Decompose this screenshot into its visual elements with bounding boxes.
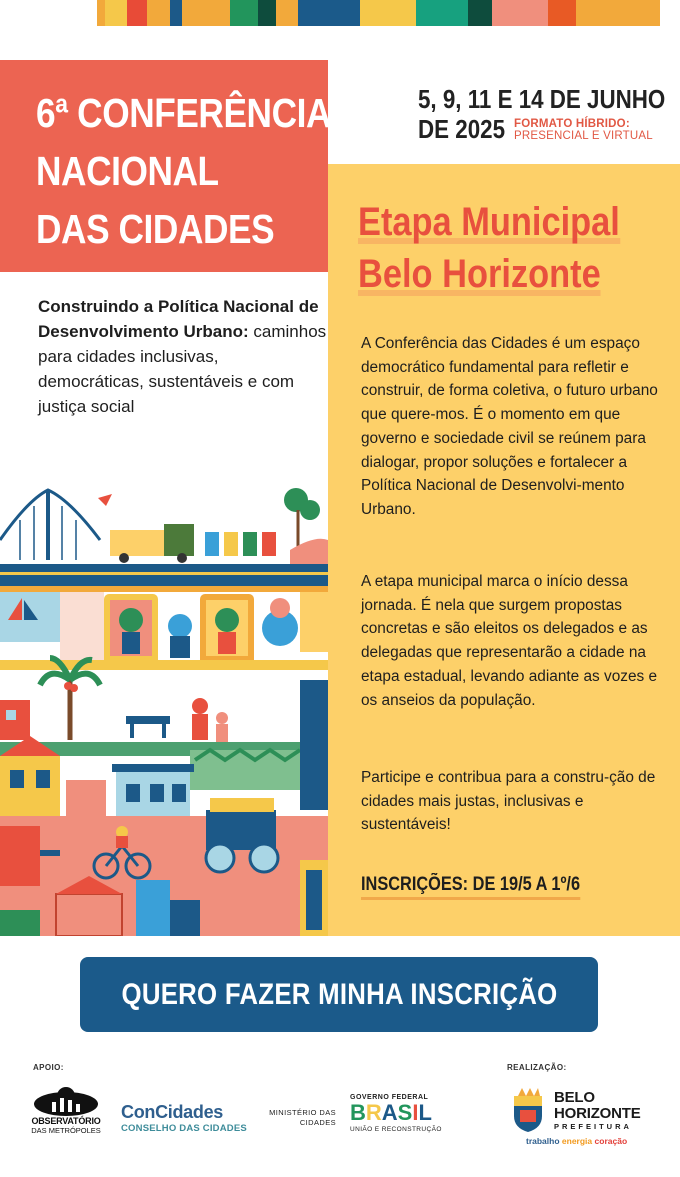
dates-line: 5, 9, 11 E 14 DE JUNHO	[418, 84, 666, 114]
stripe-segment	[258, 0, 276, 26]
gov-bottom-text: UNIÃO E RECONSTRUÇÃO	[350, 1126, 442, 1133]
slogan-word: energia	[561, 1136, 593, 1146]
brasil-wordmark-icon: B R A S I L	[350, 1100, 432, 1125]
dates-year: DE 2025	[418, 114, 506, 144]
format-label: FORMATO HÍBRIDO:	[514, 118, 630, 130]
stripe-segment	[416, 0, 468, 26]
register-button[interactable]	[80, 957, 598, 1032]
subtitle-regular: caminhos para cidades inclusivas, democráticas, sustentáveis e com justiça social	[38, 322, 327, 416]
body-paragraph: Participe e contribua para a constru-ção de cidades mais justas, inclusivas e sustentáveis!	[361, 769, 656, 834]
stripe-segment	[127, 0, 147, 26]
slogan-word: trabalho	[526, 1136, 560, 1146]
bh-crest-icon	[510, 1088, 546, 1132]
stripe-segment	[230, 0, 258, 26]
city-illustration	[0, 480, 328, 936]
conference-title-block	[0, 60, 332, 272]
stripe-segment	[105, 0, 127, 26]
bh-prefeitura: PREFEITURA	[554, 1122, 632, 1131]
stripe-segment	[182, 0, 230, 26]
ministerio-logo	[262, 1108, 336, 1128]
bh-title	[554, 1090, 641, 1122]
governo-federal-logo	[350, 1094, 442, 1133]
stripe-segment	[492, 0, 548, 26]
conference-title	[36, 84, 332, 258]
concidades-title: ConCidades	[121, 1102, 224, 1122]
etapa-line: Etapa Municipal	[358, 200, 620, 244]
registration-dates: INSCRIÇÕES: DE 19/5 A 1º/6	[361, 874, 580, 900]
etapa-line: Belo Horizonte	[358, 252, 601, 296]
stripe-segment	[576, 0, 660, 26]
support-label: APOIO:	[33, 1063, 64, 1072]
bh-slogan	[526, 1136, 627, 1146]
stripe-segment	[298, 0, 360, 26]
stripe-segment	[0, 0, 97, 26]
stripe-segment	[170, 0, 182, 26]
stripe-segment	[360, 0, 416, 26]
realization-label: REALIZAÇÃO:	[507, 1063, 567, 1072]
title-line: DAS CIDADES	[36, 206, 275, 252]
title-line: NACIONAL	[36, 148, 219, 194]
stripe-segment	[548, 0, 576, 26]
event-format	[514, 118, 653, 142]
gov-top-text: GOVERNO FEDERAL	[350, 1094, 429, 1101]
event-dates	[418, 84, 666, 144]
top-color-stripe	[0, 0, 680, 26]
city-illustration-icon	[0, 480, 328, 936]
concidades-logo	[121, 1102, 247, 1134]
body-paragraph: A Conferência das Cidades é um espaço democrático fundamental para refletir e construir, de forma coletiva, o futuro urbano que quere-mos. É o momento em que governo e sociedade civil se reúnem para dialogar, propor soluções e fortalecer a Política Nacional de Desenvolvi-mento Urbano.	[361, 335, 658, 518]
observatorio-icon	[30, 1082, 102, 1118]
observatorio-title: OBSERVATÓRIO	[31, 1116, 101, 1126]
bh-title-line: BELO	[554, 1089, 595, 1106]
prefeitura-bh-logo	[510, 1088, 660, 1148]
stripe-segment	[147, 0, 170, 26]
concidades-subtitle: CONSELHO DAS CIDADES	[121, 1123, 247, 1134]
format-value: PRESENCIAL E VIRTUAL	[514, 130, 653, 142]
stripe-segment	[468, 0, 492, 26]
stripe-segment	[276, 0, 298, 26]
stripe-segment	[97, 0, 105, 26]
bh-title-line: HORIZONTE	[554, 1105, 641, 1122]
observatorio-subtitle: DAS METRÓPOLES	[31, 1126, 101, 1135]
body-paragraph: A etapa municipal marca o início dessa jornada. É nela que surgem propostas concretas e são eleitos os delegados e as delegadas que representarão a cidade na etapa estadual, levando adiante as vozes e os anseios da população.	[361, 573, 658, 709]
etapa-heading	[358, 196, 620, 300]
register-button-label: QUERO FAZER MINHA INSCRIÇÃO	[120, 977, 558, 1011]
observatorio-logo	[30, 1082, 102, 1154]
ministerio-line: MINISTÉRIO DAS	[269, 1108, 336, 1117]
subtitle-bold: Construindo a Política Nacional de Desenvolvimento Urbano:	[38, 297, 319, 341]
title-line: 6ª CONFERÊNCIA	[36, 90, 332, 136]
conference-subtitle	[38, 294, 328, 419]
slogan-word: coração	[594, 1136, 628, 1146]
ministerio-line: CIDADES	[299, 1118, 336, 1127]
